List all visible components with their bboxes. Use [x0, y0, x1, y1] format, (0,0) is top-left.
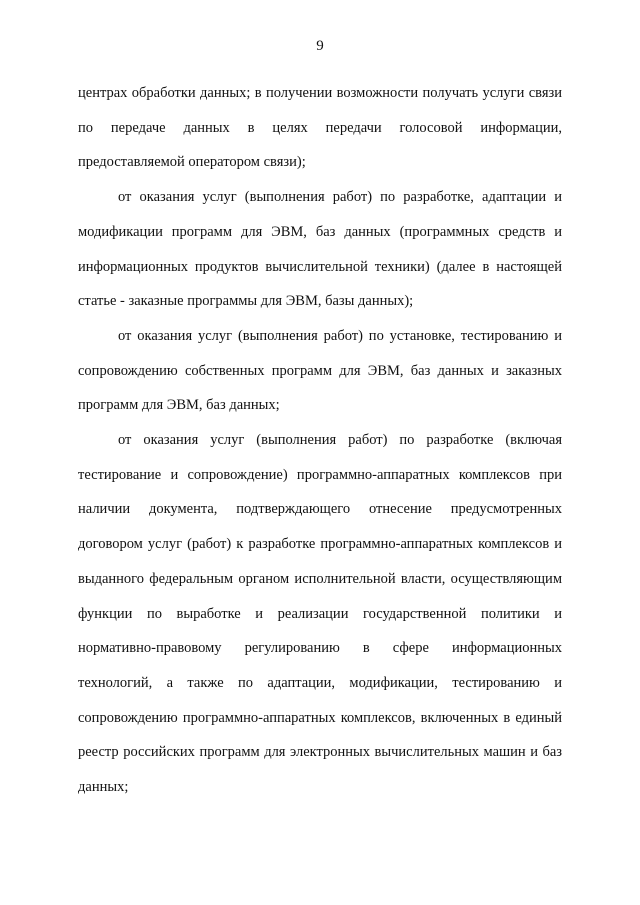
paragraph [78, 76, 562, 180]
text-line: и выданного федеральным органом исполнительной власти, [78, 536, 562, 587]
paragraph [78, 180, 562, 319]
text-line: информационных продуктов вычислительной техники) (далее в настоящей [78, 258, 562, 275]
text-line: связи по передаче данных в целях передачи голосовой информации, [78, 85, 562, 136]
text-line: наличии документа, подтверждающего отнесение предусмотренных [78, 501, 562, 518]
text-line: договором услуг (работ) к разработке программно-аппаратных комплексов [78, 536, 550, 553]
text-line: от оказания услуг (выполнения работ) по установке, тестированию и [118, 327, 562, 344]
text-line: статье - заказные программы для ЭВМ, базы данных); [78, 293, 414, 310]
text-line: программ для ЭВМ, баз данных; [78, 397, 280, 414]
paragraph [78, 423, 562, 805]
text-line: включенных в единый реестр российских программ для электронных [78, 709, 562, 761]
text-line: осуществляющим функции по выработке и реализации государственной [78, 570, 562, 622]
text-line: политики и нормативно-правовому регулированию в сфере [78, 605, 562, 657]
text-line: от оказания услуг (выполнения работ) по разработке (включая [118, 432, 562, 449]
text-line: от оказания услуг (выполнения работ) по разработке, адаптации и [118, 189, 562, 206]
text-line: предоставляемой оператором связи); [78, 154, 306, 171]
text-line: центрах обработки данных; в получении возможности получать услуги [78, 85, 525, 101]
text-line: информационных технологий, а также по адаптации, модификации, [78, 640, 562, 691]
paragraph [78, 319, 562, 423]
body-text [78, 76, 562, 805]
text-line: вычислительных машин и баз данных; [78, 744, 563, 796]
text-line: тестирование и сопровождение) программно-аппаратных комплексов при [78, 466, 562, 483]
text-line: тестированию и сопровождению программно-аппаратных комплексов, [78, 674, 562, 726]
text-line: сопровождению собственных программ для ЭВМ, баз данных и заказных [78, 362, 562, 379]
page-number: 9 [316, 38, 324, 54]
text-line: модификации программ для ЭВМ, баз данных (программных средств и [78, 223, 562, 240]
